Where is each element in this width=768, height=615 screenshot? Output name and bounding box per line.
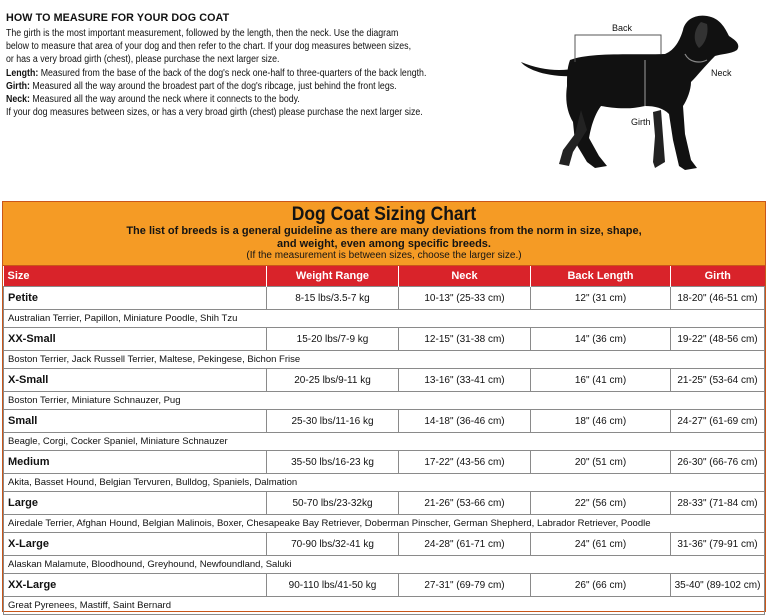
dog-measurement-diagram [515,10,765,178]
size-cell: XX-Small [4,328,267,351]
size-cell: X-Large [4,533,267,556]
size-cell: Small [4,410,267,433]
chart-subtitle: The list of breeds is a general guideline as there are many deviations from the norm in size, shape, and weight, even among specific breeds. [126,225,642,250]
chart-note: (If the measurement is between sizes, choose the larger size.) [246,250,522,261]
column-header-back-length: Back Length [531,266,671,287]
weight-cell: 90-110 lbs/41-50 kg [267,574,399,597]
girth-cell: 19-22" (48-56 cm) [671,328,765,351]
girth-cell: 21-25" (53-64 cm) [671,369,765,392]
size-cell: X-Small [4,369,267,392]
table-row [4,410,765,433]
breeds-cell: Akita, Basset Hound, Belgian Tervuren, Bulldog, Spaniels, Dalmation [4,474,765,492]
back-length-cell: 20" (51 cm) [531,451,671,474]
breed-row [4,351,765,369]
girth-cell: 35-40" (89-102 cm) [671,574,765,597]
breed-row [4,433,765,451]
back-length-cell: 12" (31 cm) [531,287,671,310]
back-length-cell: 26" (66 cm) [531,574,671,597]
breeds-cell: Australian Terrier, Papillon, Miniature Poodle, Shih Tzu [4,310,765,328]
breed-row [4,556,765,574]
column-header-weight: Weight Range [267,266,399,287]
back-length-cell: 18" (46 cm) [531,410,671,433]
weight-cell: 35-50 lbs/16-23 kg [267,451,399,474]
girth-cell: 18-20" (46-51 cm) [671,287,765,310]
breeds-cell: Airedale Terrier, Afghan Hound, Belgian Malinois, Boxer, Chesapeake Bay Retriever, Doberman Pinscher, German Shepherd, Labrador Retriever, Poodle [4,515,765,533]
neck-cell: 12-15" (31-38 cm) [399,328,531,351]
size-cell: Petite [4,287,267,310]
neck-label: Neck [711,68,732,78]
neck-cell: 24-28" (61-71 cm) [399,533,531,556]
table-header-row [4,266,765,287]
column-header-girth: Girth [671,266,765,287]
column-header-size: Size [4,266,267,287]
neck-cell: 21-26" (53-66 cm) [399,492,531,515]
chart-title: Dog Coat Sizing Chart [291,204,477,225]
girth-cell: 26-30" (66-76 cm) [671,451,765,474]
table-row [4,574,765,597]
breed-row [4,392,765,410]
instructions-heading: HOW TO MEASURE FOR YOUR DOG COAT [6,12,230,24]
weight-cell: 15-20 lbs/7-9 kg [267,328,399,351]
girth-label: Girth [631,117,651,127]
girth-text: Measured all the way around the broadest part of the dog's ribcage, just behind the front legs. [29,80,397,92]
instructions-line: or has a very broad girth (chest), please purchase the next larger size. [6,54,280,66]
chart-header [3,202,765,266]
neck-text: Measured all the way around the neck where it connects to the body. [29,94,300,106]
instructions-line: below to measure that area of your dog and then refer to the chart. If your dog measures between sizes, [6,41,412,53]
weight-cell: 8-15 lbs/3.5-7 kg [267,287,399,310]
back-length-cell: 14" (36 cm) [531,328,671,351]
neck-cell: 17-22" (43-56 cm) [399,451,531,474]
sizing-table [3,266,765,615]
neck-cell: 13-16" (33-41 cm) [399,369,531,392]
neck-definition [6,93,450,106]
back-length-cell: 16" (41 cm) [531,369,671,392]
instructions-line: The girth is the most important measurement, followed by the length, then the neck. Use the diagram [6,28,399,39]
neck-cell: 10-13" (25-33 cm) [399,287,531,310]
breeds-cell: Alaskan Malamute, Bloodhound, Greyhound, Newfoundland, Saluki [4,556,765,574]
instructions-footer: If your dog measures between sizes, or has a very broad girth (chest) please purchase the next larger size. [6,107,423,119]
table-row [4,492,765,515]
weight-cell: 50-70 lbs/23-32kg [267,492,399,515]
girth-cell: 24-27" (61-69 cm) [671,410,765,433]
breed-row [4,474,765,492]
neck-cell: 27-31" (69-79 cm) [399,574,531,597]
girth-definition [6,80,450,93]
girth-cell: 31-36" (79-91 cm) [671,533,765,556]
neck-label: Neck: [6,94,30,106]
size-cell: Medium [4,451,267,474]
weight-cell: 70-90 lbs/32-41 kg [267,533,399,556]
girth-cell: 28-33" (71-84 cm) [671,492,765,515]
sizing-chart [2,201,766,612]
breed-row [4,597,765,615]
weight-cell: 25-30 lbs/11-16 kg [267,410,399,433]
breeds-cell: Boston Terrier, Jack Russell Terrier, Maltese, Pekingese, Bichon Frise [4,351,765,369]
size-cell: Large [4,492,267,515]
breeds-cell: Boston Terrier, Miniature Schnauzer, Pug [4,392,765,410]
breed-row [4,310,765,328]
girth-label: Girth: [6,80,30,92]
table-row [4,533,765,556]
table-row [4,369,765,392]
length-definition [6,67,450,80]
table-row [4,328,765,351]
measuring-instructions [6,12,511,119]
dog-silhouette-icon [515,10,765,178]
length-label: Length: [6,67,39,79]
back-length-cell: 22" (56 cm) [531,492,671,515]
size-cell: XX-Large [4,574,267,597]
table-row [4,451,765,474]
breed-row [4,515,765,533]
breeds-cell: Great Pyrenees, Mastiff, Saint Bernard [4,597,765,615]
weight-cell: 20-25 lbs/9-11 kg [267,369,399,392]
column-header-neck: Neck [399,266,531,287]
breeds-cell: Beagle, Corgi, Cocker Spaniel, Miniature Schnauzer [4,433,765,451]
length-text: Measured from the base of the back of the dog's neck one-half to three-quarters of the back length. [38,67,427,79]
neck-cell: 14-18" (36-46 cm) [399,410,531,433]
back-length-cell: 24" (61 cm) [531,533,671,556]
back-label: Back [612,23,633,33]
table-row [4,287,765,310]
